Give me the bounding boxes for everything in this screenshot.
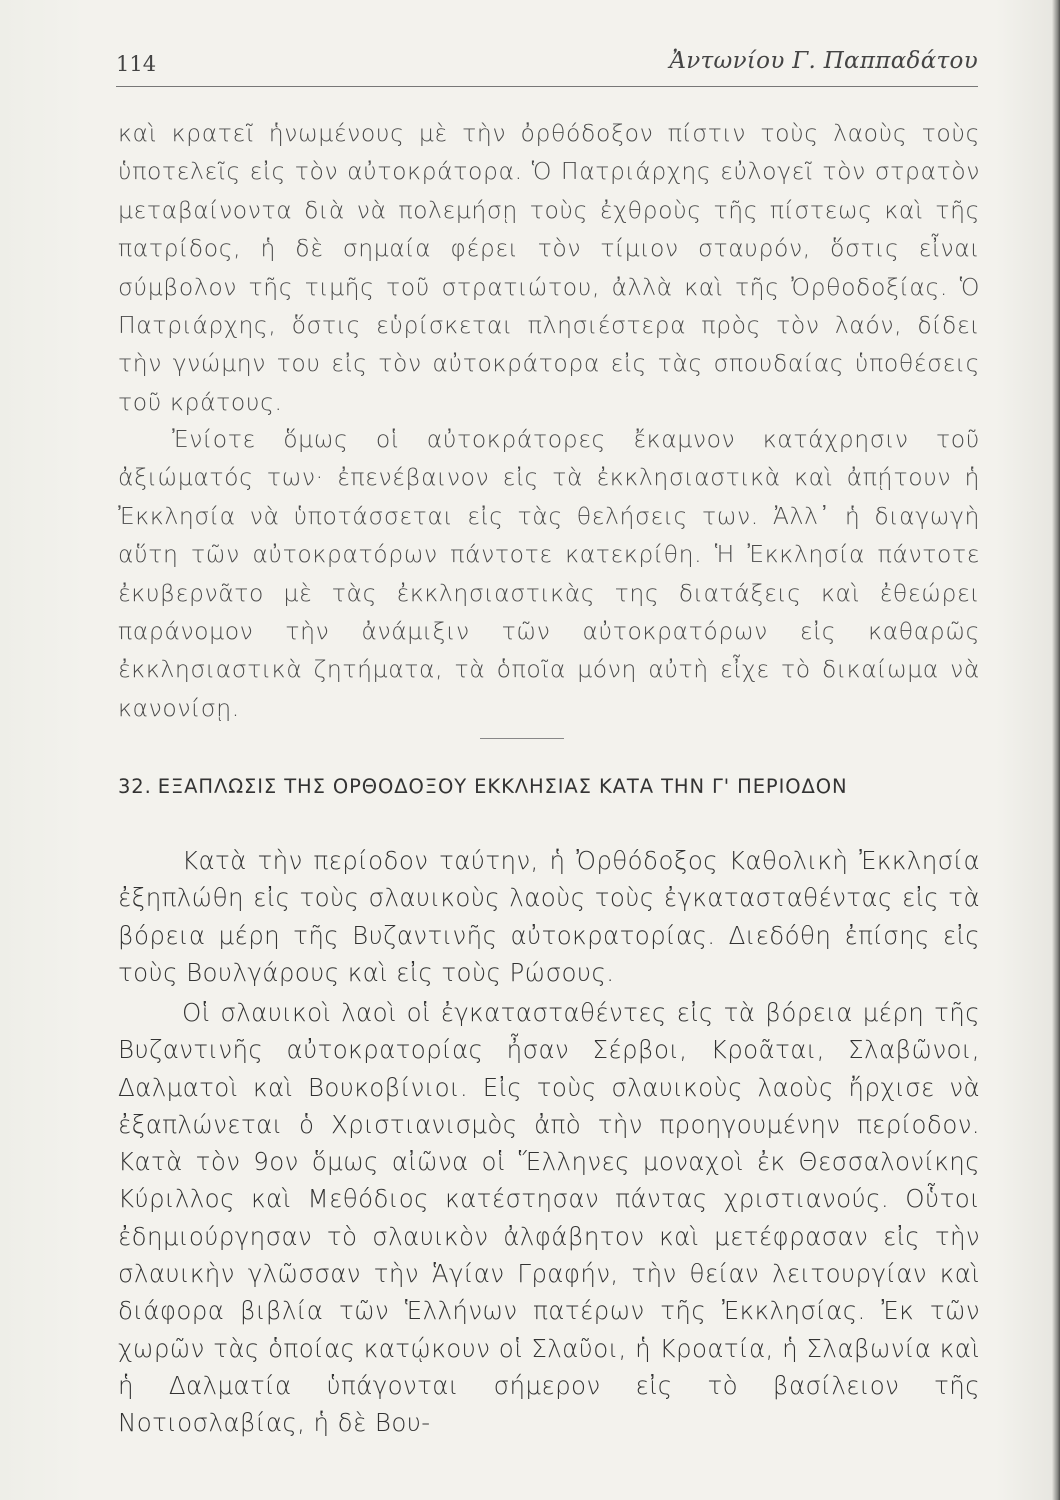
running-header-author: Ἀντωνίου Γ. Παππαδάτου	[669, 48, 978, 74]
paragraph-text: Κατὰ τὴν περίοδον ταύτην, ἡ Ὀρθόδοξος Καθολικὴ Ἐκκλησία ἐξηπλώθη εἰς τοὺς σλαυικοὺς λαοὺς τοὺς ἐγκατασταθέντας εἰς τὰ βόρεια μέρη τῆς Βυζαντινῆς αὐτοκρατορίας. Διεδόθη ἐπίσης εἰς τοὺς Βουλγάρους καὶ εἰς τοὺς Ρώσους.	[118, 846, 980, 987]
paragraph-text: Ἐνίοτε ὅμως οἱ αὐτοκράτορες ἔκαμνον κατάχρησιν τοῦ ἀξιώματός των· ἐπενέβαινον εἰς τὰ ἐκκλησιαστικὰ καὶ ἀπῄτουν ἡ Ἐκκλησία νὰ ὑποτάσσεται εἰς τὰς θελήσεις των. Ἀλλ᾽ ἡ διαγωγὴ αὕτη τῶν αὐτοκρατόρων πάντοτε κατεκρίθη. Ἡ Ἐκκλησία πάντοτε ἐκυβερνᾶτο μὲ τὰς ἐκκλησιαστικὰς της διατάξεις καὶ ἐθεώρει παράνομον τὴν ἀνάμιξιν τῶν αὐτοκρατόρων εἰς καθαρῶς ἐκκλησιαστικὰ ζητήματα, τὰ ὁποῖα μόνη αὐτὴ εἶχε τὸ δικαίωμα νὰ κανονίσῃ.	[118, 425, 980, 722]
paragraph-slavic-peoples	[118, 994, 980, 1442]
section-heading	[118, 775, 978, 798]
section-title: ΕΞΑΠΛΩΣΙΣ ΤΗΣ ΟΡΘΟΔΟΞΟΥ ΕΚΚΛΗΣΙΑΣ ΚΑΤΑ ΤΗΝ Γ' ΠΕΡΙΟΔΟΝ	[157, 775, 848, 798]
section-number: 32.	[118, 775, 152, 798]
running-header	[116, 44, 978, 84]
paragraph-emperors-abuse	[118, 420, 980, 727]
header-rule	[116, 86, 978, 87]
section-separator	[480, 738, 564, 739]
book-spine-shadow	[1052, 0, 1060, 1500]
paragraph-continuation: καὶ κρατεῖ ἡνωμένους μὲ τὴν ὀρθόδοξον πίστιν τοὺς λαοὺς τοὺς ὑποτελεῖς εἰς τὸν αὐτοκράτορα. Ὁ Πατριάρχης εὐλογεῖ τὸν στρατὸν μεταβαίνοντα διὰ νὰ πολεμήσῃ τοὺς ἐχθροὺς τῆς πίστεως καὶ τῆς πατρίδος, ἡ δὲ σημαία φέρει τὸν τίμιον σταυρόν, ὅστις εἶναι σύμβολον τῆς τιμῆς τοῦ στρατιώτου, ἀλλὰ καὶ τῆς Ὀρθοδοξίας. Ὁ Πατριάρχης, ὅστις εὑρίσκεται πλησιέστερα πρὸς τὸν λαόν, δίδει τὴν γνώμην του εἰς τὸν αὐτοκράτορα εἰς τὰς σπουδαίας ὑποθέσεις τοῦ κράτους.	[118, 119, 980, 416]
page-number: 114	[116, 52, 157, 76]
paragraph-expansion	[118, 842, 980, 991]
paragraph-text: Οἱ σλαυικοὶ λαοὶ οἱ ἐγκατασταθέντες εἰς τὰ βόρεια μέρη τῆς Βυζαντινῆς αὐτοκρατορίας ἦσαν Σέρβοι, Κροᾶται, Σλαβῶνοι, Δαλματοὶ καὶ Βουκοβίνιοι. Εἰς τοὺς σλαυικοὺς λαοὺς ἤρχισε νὰ ἐξαπλώνεται ὁ Χριστιανισμὸς ἀπὸ τὴν προηγουμένην περίοδον. Κατὰ τὸν 9ον ὅμως αἰῶνα οἱ Ἕλληνες μοναχοὶ ἐκ Θεσσαλονίκης Κύριλλος καὶ Μεθόδιος κατέστησαν πάντας χριστιανούς. Οὗτοι ἐδημιούργησαν τὸ σλαυικὸν ἀλφάβητον καὶ μετέφρασαν εἰς τὴν σλαυικὴν γλῶσσαν τὴν Ἁγίαν Γραφήν, τὴν θείαν λειτουργίαν καὶ διάφορα βιβλία τῶν Ἑλλήνων πατέρων τῆς Ἐκκλησίας. Ἐκ τῶν χωρῶν τὰς ὁποίας κατῴκουν οἱ Σλαῦοι, ἡ Κροατία, ἡ Σλαβωνία καὶ ἡ Δαλματία ὑπάγονται σήμερον εἰς τὸ βασίλειον τῆς Νοτιοσλαβίας, ἡ δὲ Βου-	[118, 998, 980, 1438]
